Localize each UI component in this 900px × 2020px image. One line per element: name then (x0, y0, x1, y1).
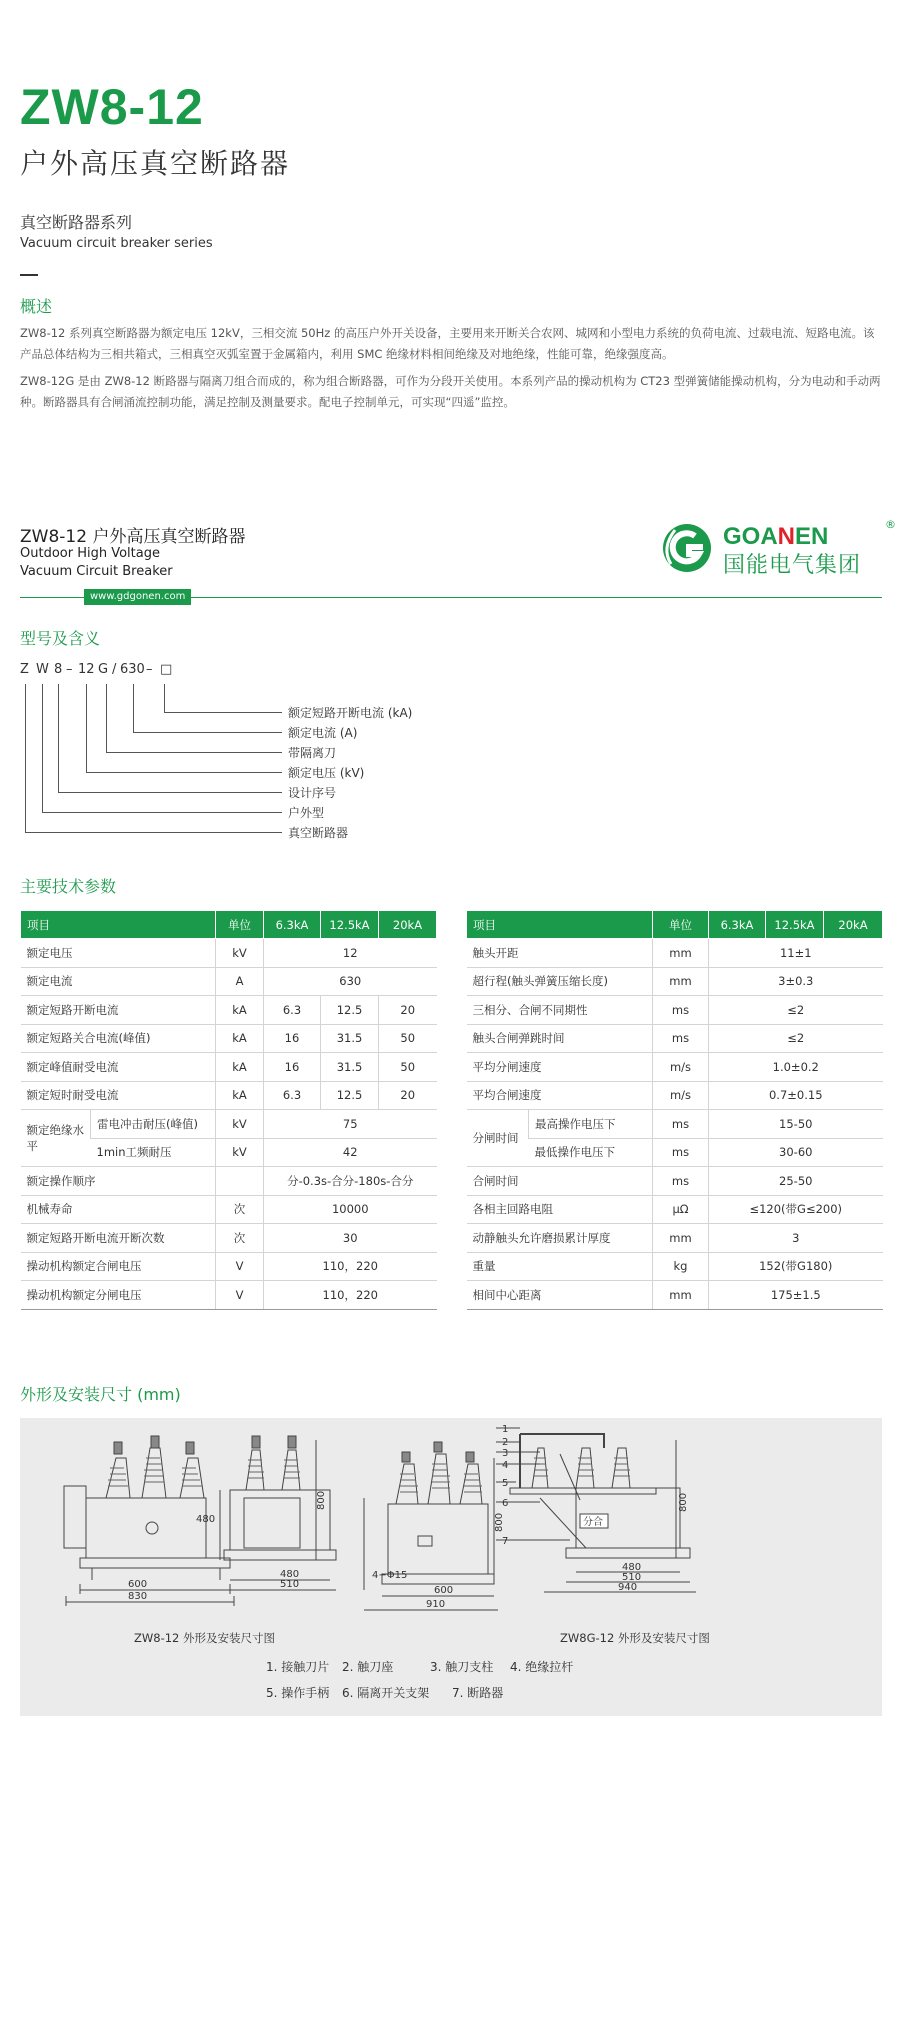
legend-1: 1. 接触刀片 (266, 1660, 330, 1674)
brand-product-cn: ZW8-12 户外高压真空断路器 (20, 527, 246, 547)
series-en: Vacuum circuit breaker series (20, 236, 213, 251)
code-char-w: W (36, 662, 49, 677)
code-char-12: 12 (78, 662, 95, 677)
dimension-drawings-panel (20, 1418, 882, 1716)
product-title-cn: 户外高压真空断路器 (20, 147, 291, 180)
table-row: 额定峰值耐受电流 kA 16 31.5 50 (21, 1053, 437, 1082)
website-link[interactable]: www.gdgonen.com (84, 589, 191, 605)
callout-3: 3 (502, 1448, 509, 1459)
code-char-dash2: – (146, 662, 153, 677)
dim-f1-600: 600 (128, 1579, 148, 1590)
dimensions-heading: 外形及安装尺寸 (mm) (20, 1385, 181, 1404)
code-char-box: □ (160, 662, 173, 677)
legend-3: 3. 触刀支柱 (430, 1660, 494, 1674)
specs-table-right (466, 910, 883, 1310)
code-char-slash: / (112, 662, 117, 677)
caption-outdoor: 户外型 (288, 806, 325, 820)
table-row: 相间中心距离 mm 175±1.5 (467, 1281, 883, 1310)
dim-f2-h800b: 800 (678, 1492, 689, 1512)
header-unit: 单位 (653, 911, 709, 939)
code-char-8: 8 (54, 662, 63, 677)
product-model-title: ZW8-12 (20, 79, 204, 135)
model-code-diagram (0, 0, 900, 900)
header-6-3ka: 6.3kA (264, 911, 321, 939)
table-row: 超行程(触头弹簧压缩长度) mm 3±0.3 (467, 967, 883, 996)
overview-heading: 概述 (20, 297, 53, 316)
code-char-630: 630 (120, 662, 145, 677)
dim-f2-holes: 4−Φ15 (372, 1570, 408, 1581)
code-char-dash1: – (66, 662, 73, 677)
caption-design-serial: 设计序号 (288, 786, 337, 800)
table-row: 额定短路开断电流 kA 6.3 12.5 20 (21, 996, 437, 1025)
callout-4: 4 (502, 1460, 509, 1471)
table-row: 平均分闸速度 m/s 1.0±0.2 (467, 1053, 883, 1082)
table-row: 额定电压 kV 12 (21, 939, 437, 968)
header-12-5ka: 12.5kA (766, 911, 824, 939)
callout-2: 2 (502, 1437, 509, 1448)
dim-f2-480: 480 (622, 1562, 642, 1573)
legend-6: 6. 隔离开关支架 (342, 1686, 430, 1700)
header-item: 项目 (467, 911, 653, 939)
dim-f1-h480: 480 (196, 1514, 216, 1525)
table-row: 动静触头允许磨损累计厚度 mm 3 (467, 1224, 883, 1253)
registered-mark: ® (885, 518, 895, 531)
callout-7: 7 (502, 1536, 509, 1547)
logo-text-3: EN (795, 523, 829, 550)
logo-text-cn: 国能电气集团 (723, 553, 862, 578)
series-cn: 真空断路器系列 (20, 213, 133, 232)
table-row: 各相主回路电阻 μΩ ≤120(带G≤200) (467, 1195, 883, 1224)
caption-rated-current: 额定电流 (A) (288, 726, 358, 740)
table-row: 1min工频耐压 kV 42 (21, 1138, 437, 1167)
table-row: 额定操作顺序 分-0.3s-合分-180s-合分 (21, 1167, 437, 1196)
table-row: 分闸时间 最高操作电压下 ms 15-50 (467, 1110, 883, 1139)
header-12-5ka: 12.5kA (321, 911, 379, 939)
specs-table-left (20, 910, 437, 1310)
table-row: 重量 kg 152(带G180) (467, 1252, 883, 1281)
dim-f1-830: 830 (128, 1591, 148, 1602)
caption-vacuum-breaker: 真空断路器 (288, 826, 349, 840)
table-row: 平均合闸速度 m/s 0.7±0.15 (467, 1081, 883, 1110)
table-row: 触头合闸弹跳时间 ms ≤2 (467, 1024, 883, 1053)
overview-paragraph-1: ZW8-12 系列真空断路器为额定电压 12kV，三相交流 50Hz 的高压户外开关设备，主要用来开断关合农网、城网和小型电力系统的负荷电流、过载电流、短路电流。该产品总体结构为三相共箱式，三相真空灭弧室置于金属箱内，利用 SMC 绝缘材料相间绝缘及对地绝缘，性能可靠，绝缘强度高。 (20, 326, 875, 361)
header-item: 项目 (21, 911, 216, 939)
legend-7: 7. 断路器 (452, 1686, 504, 1700)
dim-f2-940: 940 (618, 1582, 638, 1593)
table-row: 操动机构额定分闸电压 V 110，220 (21, 1281, 437, 1310)
caption-breaking-current: 额定短路开断电流 (kA) (288, 706, 413, 720)
header-6-3ka: 6.3kA (709, 911, 766, 939)
header-20ka: 20kA (824, 911, 883, 939)
brand-product-en-line1: Outdoor High Voltage (20, 546, 160, 561)
code-char-g: G (98, 662, 109, 677)
model-meaning-heading: 型号及含义 (20, 629, 101, 648)
table-row: 额定电流 A 630 (21, 967, 437, 996)
fig2-caption: ZW8G-12 外形及安装尺寸图 (560, 1631, 710, 1645)
fig1-caption: ZW8-12 外形及安装尺寸图 (134, 1631, 276, 1645)
legend-2: 2. 触刀座 (342, 1660, 394, 1674)
panel-label: 分合 (583, 1517, 603, 1528)
overview-paragraph-2: ZW8-12G 是由 ZW8-12 断路器与隔离刀组合而成的，称为组合断路器，可作为分段开关使用。本系列产品的操动机构为 CT23 型弹簧储能操动机构，分为电动和手动两种。断路器具有合闸涌流控制功能，满足控制及测量要求。配电子控制单元，可实现“四遥”监控。 (20, 374, 881, 409)
dim-f1-510: 510 (280, 1579, 300, 1590)
callout-1: 1 (502, 1424, 509, 1435)
code-char-z: Z (20, 662, 29, 677)
specs-heading: 主要技术参数 (20, 877, 117, 896)
logo-text-1: GOA (723, 523, 778, 550)
brand-product-en-line2: Vacuum Circuit Breaker (20, 564, 173, 579)
dim-f1-480: 480 (280, 1569, 300, 1580)
table-row: 合闸时间 ms 25-50 (467, 1167, 883, 1196)
table-row: 机械寿命 次 10000 (21, 1195, 437, 1224)
callout-6: 6 (502, 1498, 509, 1509)
caption-rated-voltage: 额定电压 (kV) (288, 766, 365, 780)
header-20ka: 20kA (379, 911, 437, 939)
dim-f2-h800a: 800 (494, 1512, 505, 1532)
legend-5: 5. 操作手柄 (266, 1686, 330, 1700)
logo-text-2: N (777, 523, 796, 550)
caption-isolator: 带隔离刀 (288, 746, 337, 760)
table-row: 三相分、合闸不同期性 ms ≤2 (467, 996, 883, 1025)
table-row: 额定短时耐受电流 kA 6.3 12.5 20 (21, 1081, 437, 1110)
table-row: 触头开距 mm 11±1 (467, 939, 883, 968)
dim-f2-910: 910 (426, 1599, 446, 1610)
callout-5: 5 (502, 1478, 509, 1489)
dim-f2-510: 510 (622, 1572, 642, 1583)
table-row: 最低操作电压下 ms 30-60 (467, 1138, 883, 1167)
dim-f2-600: 600 (434, 1585, 454, 1596)
legend-4: 4. 绝缘拉杆 (510, 1660, 574, 1674)
table-row: 额定短路关合电流(峰值) kA 16 31.5 50 (21, 1024, 437, 1053)
header-unit: 单位 (216, 911, 264, 939)
table-row: 额定短路开断电流开断次数 次 30 (21, 1224, 437, 1253)
dim-f1-h800: 800 (316, 1490, 327, 1510)
table-row: 操动机构额定合闸电压 V 110，220 (21, 1252, 437, 1281)
table-row: 额定绝缘水平 雷电冲击耐压(峰值) kV 75 (21, 1110, 437, 1139)
